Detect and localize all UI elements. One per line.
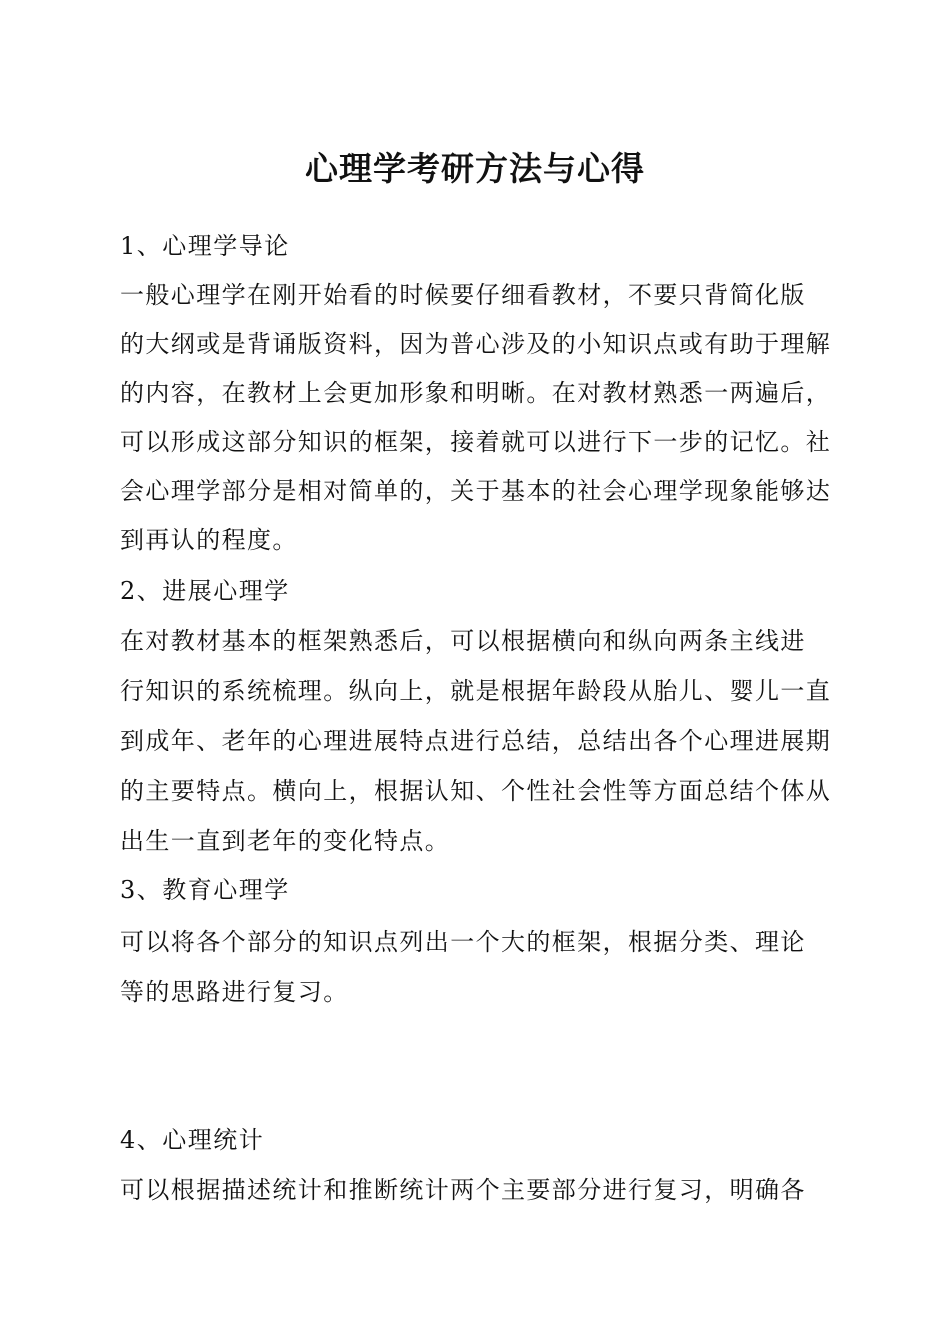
paragraph-line: 的大纲或是背诵版资料，因为普心涉及的小知识点或有助于理解 <box>120 330 832 358</box>
paragraph-line: 可以根据描述统计和推断统计两个主要部分进行复习，明确各 <box>120 1176 806 1204</box>
paragraph-line: 会心理学部分是相对简单的，关于基本的社会心理学现象能够达 <box>120 477 832 505</box>
paragraph-line: 到成年、老年的心理进展特点进行总结，总结出各个心理进展期 <box>120 727 832 755</box>
paragraph-line: 出生一直到老年的变化特点。 <box>120 827 451 855</box>
section-heading: 3、教育心理学 <box>120 876 290 904</box>
paragraph-line: 可以形成这部分知识的框架，接着就可以进行下一步的记忆。社 <box>120 428 832 456</box>
paragraph-line: 一般心理学在刚开始看的时候要仔细看教材，不要只背简化版 <box>120 281 806 309</box>
paragraph-line: 的内容，在教材上会更加形象和明晰。在对教材熟悉一两遍后， <box>120 379 832 407</box>
paragraph-line: 在对教材基本的框架熟悉后，可以根据横向和纵向两条主线进 <box>120 627 806 655</box>
document-title: 心理学考研方法与心得 <box>305 149 645 188</box>
paragraph-line: 可以将各个部分的知识点列出一个大的框架，根据分类、理论 <box>120 928 806 956</box>
section-heading: 4、心理统计 <box>120 1126 265 1154</box>
section-heading: 1、心理学导论 <box>120 232 290 260</box>
paragraph-line: 行知识的系统梳理。纵向上，就是根据年龄段从胎儿、婴儿一直 <box>120 677 832 705</box>
paragraph-line: 的主要特点。横向上，根据认知、个性社会性等方面总结个体从 <box>120 777 832 805</box>
paragraph-line: 等的思路进行复习。 <box>120 978 349 1006</box>
paragraph-line: 到再认的程度。 <box>120 526 298 554</box>
section-heading: 2、进展心理学 <box>120 577 290 605</box>
